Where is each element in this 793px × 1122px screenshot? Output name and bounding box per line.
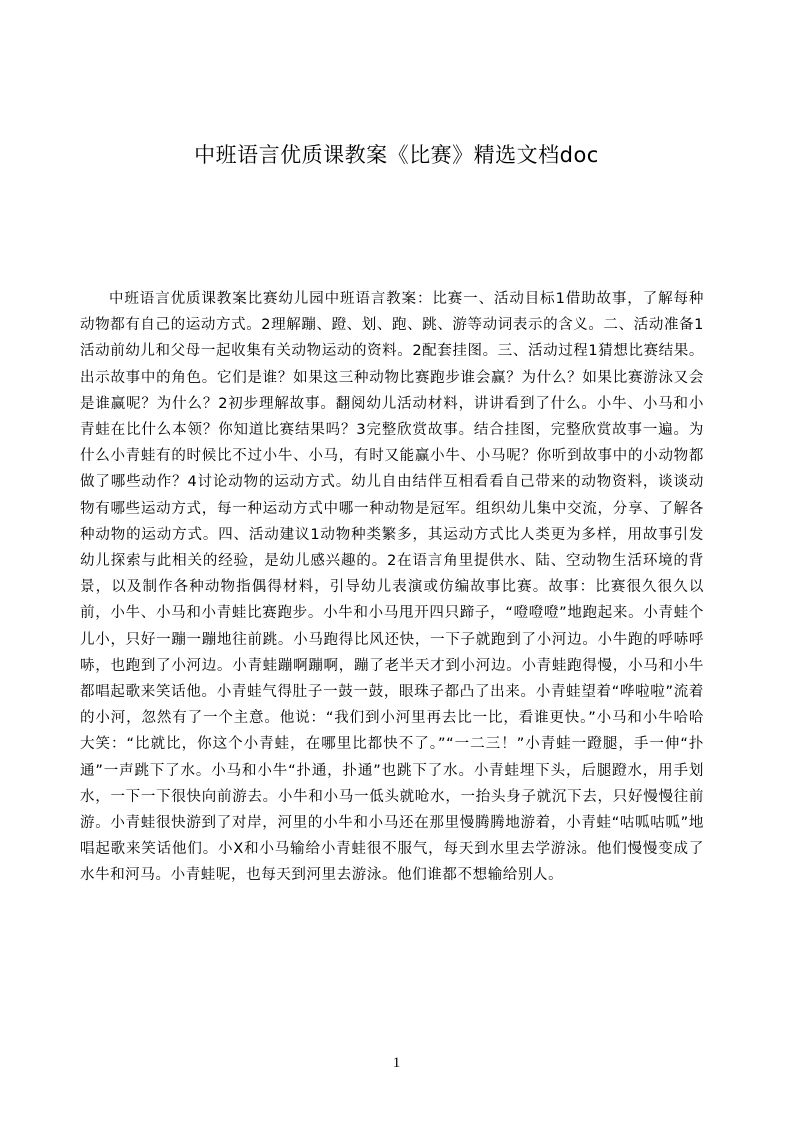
document-body-paragraph: 中班语言优质课教案比赛幼儿园中班语言教案：比赛一、活动目标1借助故事，了解每种动物都有自己的运动方式。2理解蹦、蹬、划、跑、跳、游等动词表示的含义。二、活动准备1活动前幼儿和父母一起收集有关动物运动的资料。2配套挂图。三、活动过程1猜想比赛结果。出示故事中的角色。它们是谁？如果这三种动物比赛跑步谁会赢？为什么？如果比赛游泳又会是谁赢呢？为什么？2初步理解故事。翻阅幼儿活动材料，讲讲看到了什么。小牛、小马和小青蛙在比什么本领？你知道比赛结果吗？3完整欣赏故事。结合挂图，完整欣赏故事一遍。为什么小青蛙有的时候比不过小牛、小马，有时又能赢小牛、小马呢？你听到故事中的小动物都做了哪些动作？4讨论动物的运动方式。幼儿自由结伴互相看看自己带来的动物资料，谈谈动物有哪些运动方式，每一种运动方式中哪一种动物是冠军。组织幼儿集中交流，分享、了解各种动物的运动方式。四、活动建议1动物种类繁多，其运动方式比人类更为多样，用故事引发幼儿探索与此相关的经验，是幼儿感兴趣的。2在语言角里提供水、陆、空动物生活环境的背景，以及制作各种动物指偶得材料，引导幼儿表演或仿编故事比赛。故事：比赛很久很久以前，小牛、小马和小青蛙比赛跑步。小牛和小马甩开四只蹄子，“噔噔噔”地跑起来。小青蛙个儿小，只好一蹦一蹦地往前跳。小马跑得比风还快，一下子就跑到了小河边。小牛跑的呼哧呼哧，也跑到了小河边。小青蛙蹦啊蹦啊，蹦了老半天才到小河边。小青蛙跑得慢，小马和小牛都唱起歌来笑话他。小青蛙气得肚子一鼓一鼓，眼珠子都凸了出来。小青蛙望着“哗啦啦”流着的小河，忽然有了一个主意。他说：“我们到小河里再去比一比，看谁更快。”小马和小牛哈哈大笑：“比就比，你这个小青蛙，在哪里比都快不了。”“一二三！”小青蛙一蹬腿，手一伸“扑通”一声跳下了水。小马和小牛“扑通，扑通”也跳下了水。小青蛙埋下头，后腿蹬水，用手划水，一下一下很快向前游去。小牛和小马一低头就呛水，一抬头身子就沉下去，只好慢慢往前游。小青蛙很快游到了对岸，河里的小牛和小马还在那里慢腾腾地游着，小青蛙“咕呱咕呱”地唱起歌来笑话他们。小X和小马输给小青蛙很不服气，每天到水里去学游泳。他们慢慢变成了水牛和河马。小青蛙呢，也每天到河里去游泳。他们谁都不想输给别人。 (80, 291, 704, 884)
document-title: 中班语言优质课教案《比赛》精选文档doc (194, 143, 599, 167)
page-number: 1 (392, 1055, 401, 1071)
